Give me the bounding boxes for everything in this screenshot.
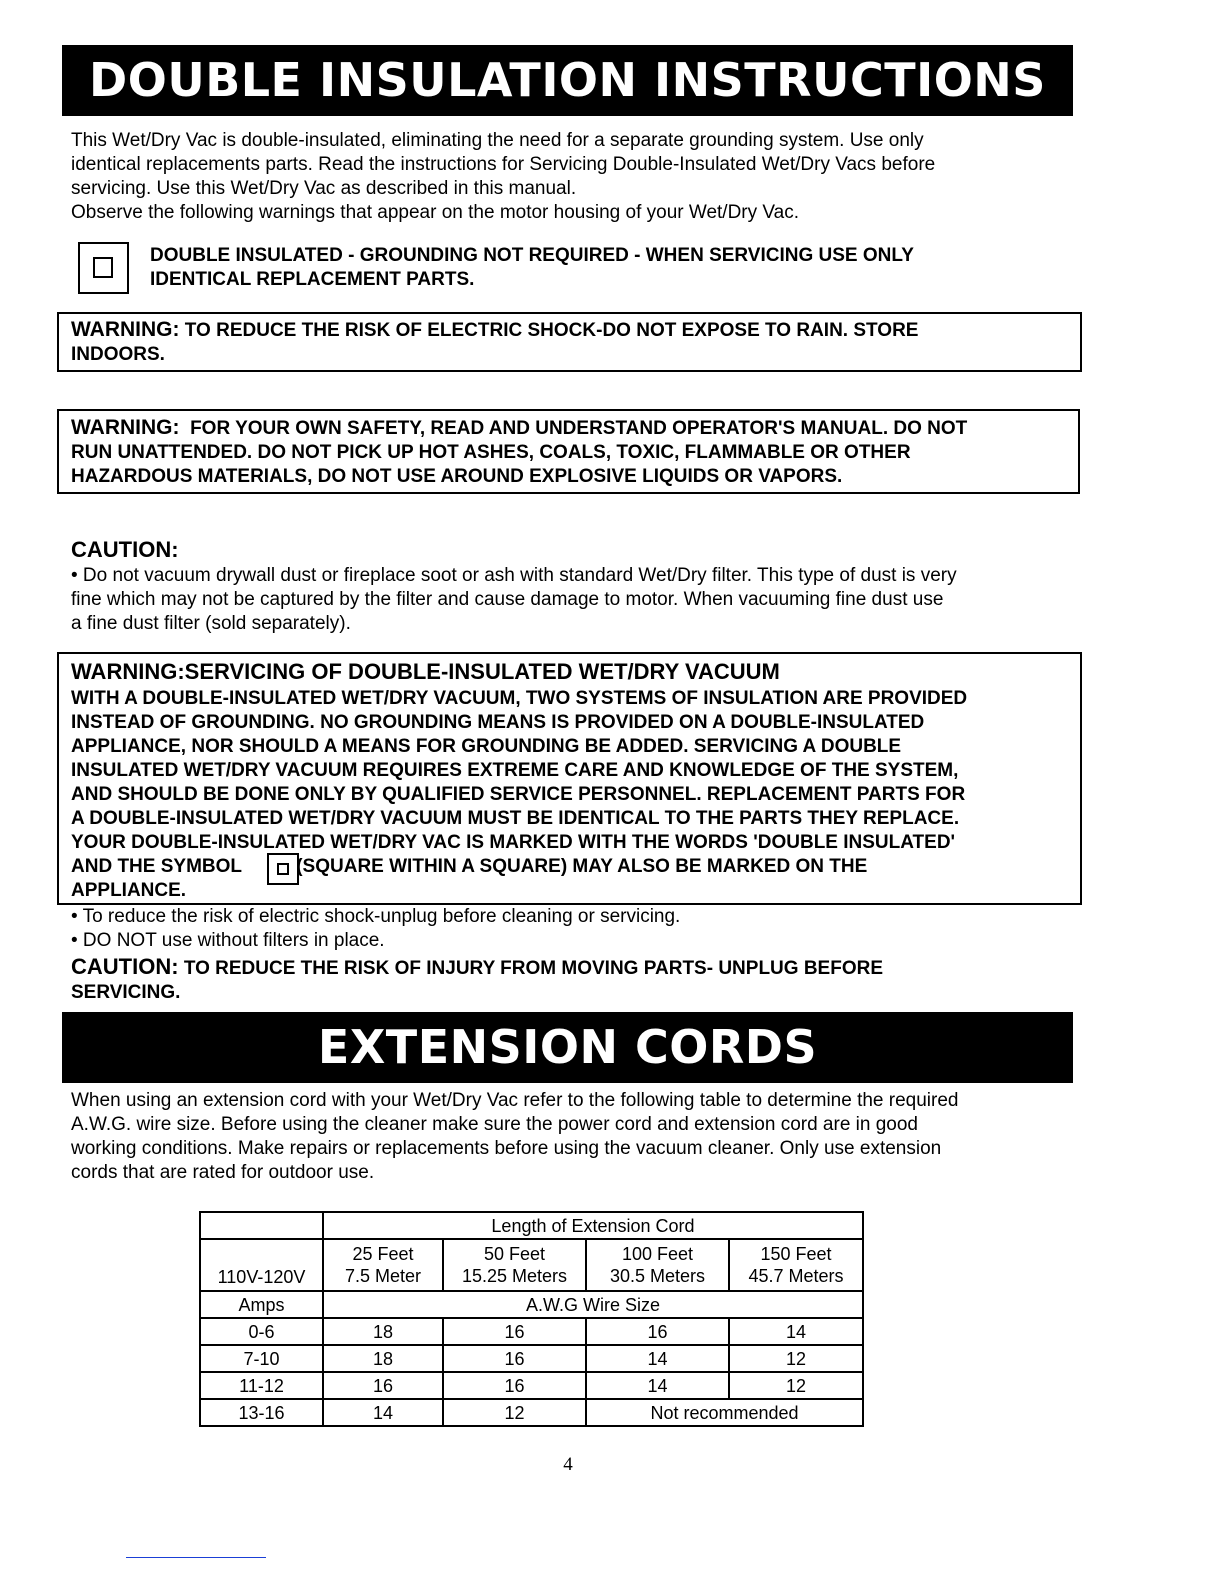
footer-divider (126, 1557, 266, 1558)
section-banner-double-insulation (62, 45, 1073, 116)
table-cell: 7-10 (200, 1345, 323, 1372)
caution-text: TO REDUCE THE RISK OF INJURY FROM MOVING PARTS- UNPLUG BEFORE (183, 958, 883, 979)
table-cell: 12 (729, 1345, 863, 1372)
table-cell (200, 1212, 323, 1239)
section-title: DOUBLE INSULATION INSTRUCTIONS (89, 53, 1046, 107)
warning-text: WITH A DOUBLE-INSULATED WET/DRY VACUUM, TWO SYSTEMS OF INSULATION ARE PROVIDED (71, 688, 968, 709)
intro-line: servicing. Use this Wet/Dry Vac as described in this manual. (71, 178, 577, 199)
length-cell: 50 Feet 15.25 Meters (443, 1239, 586, 1291)
symbol-notice (150, 244, 914, 292)
warning-box-rain (57, 312, 1082, 372)
table-cell: 18 (323, 1345, 443, 1372)
table-cell: 18 (323, 1318, 443, 1345)
warning-text: HAZARDOUS MATERIALS, DO NOT USE AROUND EXPLOSIVE LIQUIDS OR VAPORS. (71, 466, 843, 487)
caution-paragraph (71, 564, 957, 636)
symbol-notice-line: DOUBLE INSULATED - GROUNDING NOT REQUIRED - WHEN SERVICING USE ONLY (150, 245, 914, 266)
awg-header-cell: A.W.G Wire Size (323, 1291, 863, 1318)
caution-moving-parts (71, 955, 883, 1005)
bullet-list (71, 905, 680, 953)
table-cell: 16 (323, 1372, 443, 1399)
warning-text: APPLIANCE. (71, 880, 187, 901)
table-row (200, 1212, 863, 1239)
table-cell: 14 (586, 1372, 729, 1399)
table-row (200, 1291, 863, 1318)
warning-text: AND SHOULD BE DONE ONLY BY QUALIFIED SERVICE PERSONNEL. REPLACEMENT PARTS FOR (71, 784, 966, 805)
table-cell: 14 (729, 1318, 863, 1345)
warning-text: INSTEAD OF GROUNDING. NO GROUNDING MEANS IS PROVIDED ON A DOUBLE-INSULATED (71, 712, 925, 733)
warning-text: A DOUBLE-INSULATED WET/DRY VACUUM MUST BE IDENTICAL TO THE PARTS THEY REPLACE. (71, 808, 960, 829)
awg-wire-size-table (199, 1211, 864, 1427)
warning-label: WARNING: (71, 318, 180, 341)
warning-text: (SQUARE WITHIN A SQUARE) MAY ALSO BE MARKED ON THE (296, 856, 868, 877)
warning-text: FOR YOUR OWN SAFETY, READ AND UNDERSTAND OPERATOR'S MANUAL. DO NOT (190, 418, 968, 439)
caution-text: SERVICING. (71, 982, 181, 1003)
warning-box-safety (57, 409, 1080, 494)
table-row (200, 1239, 863, 1291)
table-cell: 13-16 (200, 1399, 323, 1426)
intro-line: This Wet/Dry Vac is double-insulated, eliminating the need for a separate grounding system. Use only (71, 130, 924, 151)
warning-text: TO REDUCE THE RISK OF ELECTRIC SHOCK-DO NOT EXPOSE TO RAIN. STORE (184, 320, 919, 341)
warning-text: INDOORS. (71, 344, 165, 365)
length-cell: 100 Feet 30.5 Meters (586, 1239, 729, 1291)
table-row (200, 1399, 863, 1426)
caution-line: fine which may not be captured by the filter and cause damage to motor. When vacuuming fine dust use (71, 589, 944, 610)
symbol-notice-line: IDENTICAL REPLACEMENT PARTS. (150, 269, 475, 290)
extension-intro (71, 1089, 958, 1185)
double-insulated-symbol-icon (78, 242, 129, 294)
intro-line: cords that are rated for outdoor use. (71, 1162, 375, 1183)
intro-paragraph (71, 129, 935, 225)
length-header-cell: Length of Extension Cord (323, 1212, 863, 1239)
table-cell: 16 (443, 1318, 586, 1345)
table-cell: 12 (729, 1372, 863, 1399)
length-cell: 25 Feet 7.5 Meter (323, 1239, 443, 1291)
list-item: • To reduce the risk of electric shock-unplug before cleaning or servicing. (71, 906, 681, 927)
table-cell: 14 (323, 1399, 443, 1426)
amps-header-cell: Amps (200, 1291, 323, 1318)
caution-heading: CAUTION: (71, 537, 179, 562)
voltage-cell: 110V-120V (200, 1239, 323, 1291)
intro-line: identical replacements parts. Read the instructions for Servicing Double-Insulated Wet/Dry Vacs before (71, 154, 936, 175)
warning-label: WARNING: (71, 416, 180, 439)
not-recommended-cell: Not recommended (586, 1399, 863, 1426)
table-row (200, 1318, 863, 1345)
section-banner-extension-cords (62, 1012, 1073, 1083)
table-cell: 0-6 (200, 1318, 323, 1345)
table-cell: 16 (586, 1318, 729, 1345)
page-number: 4 (563, 1454, 573, 1475)
intro-line: When using an extension cord with your Wet/Dry Vac refer to the following table to determine the required (71, 1090, 959, 1111)
table-cell: 16 (443, 1345, 586, 1372)
intro-line: A.W.G. wire size. Before using the cleaner make sure the power cord and extension cord are in good (71, 1114, 919, 1135)
caution-label: CAUTION: (71, 954, 179, 979)
table-cell: 12 (443, 1399, 586, 1426)
caution-line: a fine dust filter (sold separately). (71, 613, 351, 634)
intro-line: Observe the following warnings that appear on the motor housing of your Wet/Dry Vac. (71, 202, 800, 223)
double-insulated-symbol-icon (267, 853, 299, 885)
list-item: • DO NOT use without filters in place. (71, 930, 385, 951)
warning-servicing-title: WARNING:SERVICING OF DOUBLE-INSULATED WET/DRY VACUUM (71, 659, 780, 684)
table-row (200, 1372, 863, 1399)
table-cell: 14 (586, 1345, 729, 1372)
warning-text: INSULATED WET/DRY VACUUM REQUIRES EXTREME CARE AND KNOWLEDGE OF THE SYSTEM, (71, 760, 959, 781)
warning-text: AND THE SYMBOL (71, 856, 242, 877)
warning-box-servicing (57, 652, 1082, 905)
table-row (200, 1345, 863, 1372)
warning-text: YOUR DOUBLE-INSULATED WET/DRY VAC IS MARKED WITH THE WORDS 'DOUBLE INSULATED' (71, 832, 956, 853)
section-title: EXTENSION CORDS (317, 1020, 818, 1074)
length-cell: 150 Feet 45.7 Meters (729, 1239, 863, 1291)
warning-text: APPLIANCE, NOR SHOULD A MEANS FOR GROUNDING BE ADDED. SERVICING A DOUBLE (71, 736, 902, 757)
table-cell: 16 (443, 1372, 586, 1399)
caution-line: • Do not vacuum drywall dust or fireplace soot or ash with standard Wet/Dry filter. This type of dust is very (71, 565, 957, 586)
warning-text: RUN UNATTENDED. DO NOT PICK UP HOT ASHES, COALS, TOXIC, FLAMMABLE OR OTHER (71, 442, 911, 463)
table-cell: 11-12 (200, 1372, 323, 1399)
intro-line: working conditions. Make repairs or replacements before using the vacuum cleaner. Only use extension (71, 1138, 942, 1159)
